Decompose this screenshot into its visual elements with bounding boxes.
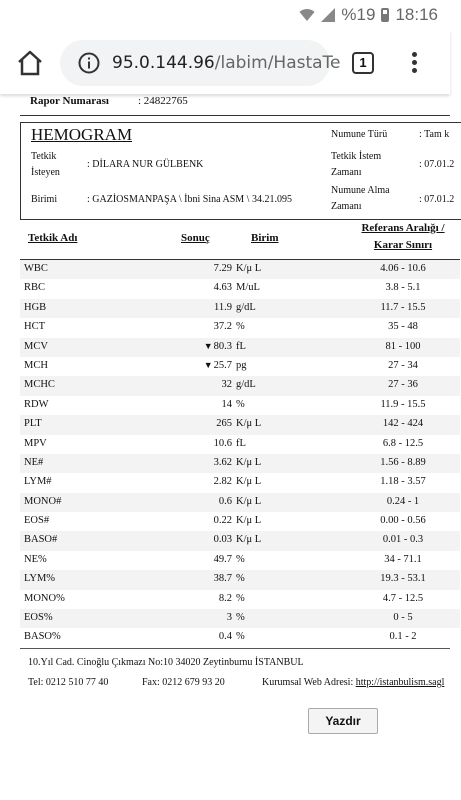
test-unit: K/μ L	[236, 515, 262, 527]
table-row	[20, 454, 460, 473]
footer-web-label: Kurumsal Web Adresi:	[262, 677, 354, 688]
test-result	[213, 554, 232, 565]
url-path: /labim/HastaTe	[214, 53, 341, 73]
low-flag-icon: ▼	[203, 359, 213, 370]
test-result	[215, 418, 232, 429]
col-sonuc: Sonuç	[181, 232, 210, 244]
footer-divider	[20, 648, 450, 649]
test-result-value: 38.7	[213, 573, 232, 585]
test-unit: K/μ L	[236, 476, 262, 488]
test-name: MPV	[24, 437, 47, 449]
test-result	[218, 593, 232, 604]
test-name: MONO%	[24, 592, 65, 604]
test-result-value: 3.62	[213, 456, 232, 468]
test-reference-range: 81 - 100	[385, 340, 421, 352]
divider	[20, 115, 450, 116]
test-reference-range: 1.56 - 8.89	[380, 456, 426, 468]
test-name: HGB	[24, 301, 47, 313]
test-result-value: 11.9	[214, 301, 232, 313]
test-unit: %	[236, 592, 245, 604]
table-row	[20, 551, 460, 570]
test-result-value: 49.7	[213, 553, 232, 565]
test-result-value: 265	[216, 418, 232, 430]
test-result-value: 10.6	[213, 437, 232, 449]
overflow-menu-icon[interactable]	[410, 52, 418, 76]
test-name: LYM%	[24, 573, 56, 585]
table-row	[20, 493, 460, 512]
test-result	[213, 282, 232, 293]
birimi-label: Birimi	[31, 194, 58, 205]
url-text[interactable]	[112, 53, 341, 73]
test-reference-range: 11.9 - 15.5	[380, 398, 426, 410]
test-unit: K/μ L	[236, 263, 262, 274]
test-result-value: 32	[221, 379, 232, 391]
test-name: HCT	[24, 321, 45, 333]
print-button[interactable]: Yazdır	[308, 708, 378, 734]
birimi-value: : GAZİOSMANPAŞA \ İbni Sina ASM \ 34.21.095	[87, 194, 292, 205]
test-result	[221, 379, 233, 390]
test-result-value: 25.7	[213, 359, 232, 371]
test-reference-range: 11.7 - 15.5	[380, 301, 426, 313]
test-reference-range: 0.24 - 1	[386, 495, 420, 507]
results-table	[20, 218, 460, 648]
table-row	[20, 473, 460, 492]
test-reference-range: 4.06 - 10.6	[380, 263, 426, 274]
test-result-value: 2.82	[213, 476, 232, 488]
hemogram-header-box	[20, 122, 461, 220]
test-name: PLT	[24, 418, 42, 430]
test-reference-range: 27 - 34	[388, 359, 418, 371]
test-unit: K/μ L	[236, 456, 262, 468]
report-title: HEMOGRAM	[31, 125, 133, 144]
status-bar	[0, 0, 450, 30]
test-unit: %	[236, 398, 245, 410]
low-flag-icon: ▼	[203, 340, 213, 351]
clock: 18:16	[395, 5, 438, 24]
table-row	[20, 512, 460, 531]
test-result	[213, 534, 232, 545]
test-unit: %	[236, 631, 245, 643]
col-tetkik-adi: Tetkik Adı	[28, 232, 78, 244]
test-reference-range: 6.8 - 12.5	[382, 437, 424, 449]
test-reference-range: 3.8 - 5.1	[385, 282, 421, 294]
test-unit: fL	[236, 437, 246, 449]
test-result	[213, 321, 232, 332]
test-reference-range: 1.18 - 3.57	[380, 476, 426, 488]
test-result	[218, 631, 232, 642]
test-name: BASO#	[24, 534, 58, 546]
info-icon[interactable]	[78, 52, 100, 74]
col-referans: Referans Aralığı /	[361, 222, 445, 234]
test-name: MCV	[24, 340, 48, 352]
table-row	[20, 590, 460, 609]
test-unit: %	[236, 573, 245, 585]
browser-toolbar	[0, 30, 450, 94]
test-result-value: 8.2	[218, 592, 232, 604]
test-result	[221, 399, 233, 410]
footer-fax: Fax: 0212 679 93 20	[142, 677, 225, 688]
test-reference-range: 0.1 - 2	[389, 631, 417, 643]
table-row	[20, 376, 460, 395]
test-result	[213, 302, 232, 313]
test-name: MCH	[24, 359, 48, 371]
table-row	[20, 357, 460, 376]
test-result-value: 0.22	[213, 515, 232, 527]
test-reference-range: 34 - 71.1	[384, 553, 422, 565]
rapor-value: : 24822765	[138, 95, 188, 107]
test-name: NE#	[24, 456, 44, 468]
table-row	[20, 609, 460, 628]
test-name: LYM#	[24, 476, 52, 488]
footer-web-link[interactable]: http://istanbulism.sagl	[355, 677, 445, 688]
table-row	[20, 628, 460, 647]
test-unit: g/dL	[236, 379, 256, 391]
numune-turu-value: : Tam k	[419, 129, 450, 140]
test-result-value: 37.2	[213, 321, 232, 333]
col-karar-siniri: Karar Sınırı	[373, 239, 433, 251]
tetkik-isteyen-value: : DİLARA NUR GÜLBENK	[87, 159, 204, 170]
test-reference-range: 0 - 5	[393, 612, 413, 624]
numune-alma-label: Numune Alma Zamanı	[331, 185, 390, 212]
test-result	[213, 457, 232, 468]
table-row	[20, 299, 460, 318]
test-unit: g/dL	[236, 301, 256, 313]
tetkik-istem-value: : 07.01.2	[419, 159, 455, 170]
test-reference-range: 0.01 - 0.3	[382, 534, 424, 546]
table-row	[20, 570, 460, 589]
test-result-value: 3	[226, 612, 232, 624]
test-reference-range: 27 - 36	[388, 379, 418, 391]
test-name: RDW	[24, 398, 49, 410]
test-unit: K/μ L	[236, 534, 262, 546]
table-row	[20, 415, 460, 434]
test-unit: fL	[236, 340, 246, 352]
test-result-value: 0.6	[218, 495, 232, 507]
test-result	[204, 360, 232, 371]
test-reference-range: 35 - 48	[388, 321, 418, 333]
numune-turu-label: Numune Türü	[331, 129, 388, 140]
footer-tel: Tel: 0212 510 77 40	[28, 677, 109, 688]
test-unit: %	[236, 553, 245, 565]
address-bar[interactable]	[60, 40, 341, 86]
test-reference-range: 4.7 - 12.5	[382, 592, 424, 604]
wifi-icon	[299, 8, 315, 22]
test-unit: %	[236, 612, 245, 624]
test-name: EOS#	[24, 515, 50, 527]
status-icons	[299, 5, 438, 25]
table-row	[20, 338, 460, 357]
test-name: WBC	[24, 263, 48, 274]
table-row	[20, 318, 460, 337]
test-result	[213, 573, 232, 584]
test-name: RBC	[24, 282, 46, 294]
rapor-label: Rapor Numarası	[30, 95, 109, 107]
home-icon[interactable]	[16, 50, 44, 76]
test-name: NE%	[24, 553, 47, 565]
table-row	[20, 531, 460, 550]
test-result	[204, 341, 232, 352]
table-row	[20, 396, 460, 415]
test-name: MONO#	[24, 495, 62, 507]
test-name: EOS%	[24, 612, 53, 624]
test-reference-range: 142 - 424	[382, 418, 424, 430]
battery-icon	[381, 8, 389, 22]
tetkik-isteyen-label: Tetkik İsteyen	[31, 151, 60, 178]
results-table-body	[20, 260, 460, 648]
footer-web	[262, 677, 444, 688]
signal-icon	[321, 8, 335, 22]
tetkik-istem-label: Tetkik İstem Zamanı	[331, 151, 382, 178]
test-result-value: 0.03	[213, 534, 232, 546]
test-result-value: 14	[221, 398, 232, 410]
test-unit: K/μ L	[236, 418, 262, 430]
test-result	[213, 515, 232, 526]
test-unit: pg	[236, 359, 247, 371]
test-result-value: 0.4	[218, 631, 232, 643]
test-result	[213, 476, 232, 487]
test-unit: %	[236, 321, 245, 333]
test-result-value: 80.3	[213, 340, 232, 352]
numune-alma-value: : 07.01.2	[419, 194, 455, 205]
table-row	[20, 279, 460, 298]
test-result	[226, 612, 232, 623]
tab-switcher-button[interactable]: 1	[352, 52, 374, 74]
test-reference-range: 19.3 - 53.1	[380, 573, 426, 585]
results-table-header	[20, 218, 460, 260]
test-result	[218, 496, 232, 507]
test-unit: K/μ L	[236, 495, 262, 507]
test-name: BASO%	[24, 631, 61, 643]
test-result-value: 7.29	[213, 263, 232, 274]
footer-address: 10.Yıl Cad. Cinoğlu Çıkmazı No:10 34020 Zeytinburnu İSTANBUL	[28, 657, 304, 668]
test-result-value: 4.63	[213, 282, 232, 294]
test-unit: M/uL	[236, 282, 260, 294]
test-result	[213, 263, 232, 274]
battery-percent: %19	[341, 5, 376, 24]
page-content	[0, 94, 455, 800]
test-result	[213, 438, 232, 449]
table-row	[20, 435, 460, 454]
url-host: 95.0.144.96	[112, 53, 215, 73]
col-birim: Birim	[251, 232, 279, 244]
table-row	[20, 260, 460, 279]
test-name: MCHC	[24, 379, 55, 391]
test-reference-range: 0.00 - 0.56	[380, 515, 426, 527]
